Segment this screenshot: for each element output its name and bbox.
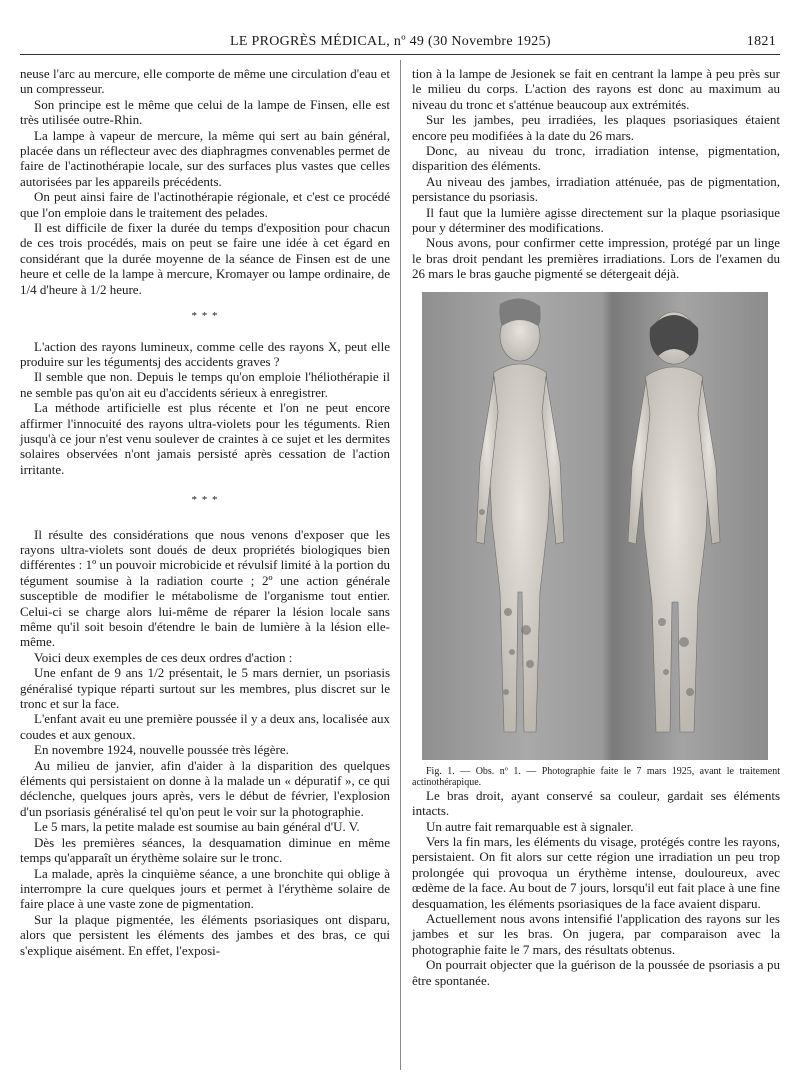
back-view-figure: [628, 312, 720, 732]
page-header: [20, 32, 780, 55]
section-separator: * * *: [191, 494, 219, 507]
paragraph: Il résulte des considérations que nous venons d'exposer que les rayons ultra-violets sont doués de deux propriétés biologiques bien différentes : 1º un pouvoir microbicide et révulsif limité à la portion du tégument soumise à la radiation courte ; 2º une action générale susceptible de modifier le métabolisme de l'organisme tout entier. Celui-ci se charge alors lui-même de réparer la lésion locale sans même qu'il soit besoin d'étendre le bain de lumière à la lésion elle-même.: [20, 526, 390, 650]
figure-caption: Fig. 1. — Obs. nº 1. — Photographie faite le 7 mars 1925, avant le traitement actinothérapique.: [412, 765, 780, 788]
paragraph: Une enfant de 9 ans 1/2 présentait, le 5 mars dernier, un psoriasis généralisé typique réparti surtout sur les membres, plus discret sur le tronc et sur la face.: [20, 665, 390, 712]
column-divider: [400, 60, 401, 1070]
paragraph: Voici deux exemples de ces deux ordres d'action :: [34, 649, 293, 665]
paragraph: On peut ainsi faire de l'actinothérapie régionale, et c'est ce procédé que l'on emploie dans le traitement des pelades.: [20, 189, 390, 220]
paragraph: Il semble que non. Depuis le temps qu'on emploie l'héliothérapie il ne semble pas qu'on ait eu d'accidents sérieux à enregistrer.: [20, 369, 390, 400]
paragraph: Il est difficile de fixer la durée du temps d'exposition pour chacun de ces trois procédés, mais on peut se faire une idée à cet égard en considérant que la durée moyenne de la séance de Finsen est de une heure et celle de la lampe à mercure, Kromayer ou lampe ordinaire, de 1/4 d'heure à 1/2 heure.: [20, 220, 390, 297]
paragraph: Un autre fait remarquable est à signaler.: [426, 818, 634, 834]
paragraph: Le 5 mars, la petite malade est soumise au bain général d'U. V.: [34, 819, 360, 835]
left-column: [20, 66, 390, 958]
right-column: [412, 66, 780, 988]
paragraph: Il faut que la lumière agisse directement sur la plaque psoriasique pour y déterminer des modifications.: [412, 204, 780, 236]
paragraph: Au niveau des jambes, irradiation atténuée, pas de pigmentation, persistance du psoriasis.: [412, 173, 780, 205]
photo-figures-illustration: [422, 292, 768, 760]
section-separator: * * *: [191, 310, 219, 323]
paragraph: Vers la fin mars, les éléments du visage, protégés contre les rayons, persistaient. On fit alors sur cette région une irradiation un peu trop prolongée qui provoqua un érythème intense, douloureux, avec œdème de la face. Au bout de 7 jours, lorsqu'il eut fait place à une fine desquamation, les éléments psoriasiques de la face avaient disparu.: [412, 833, 780, 911]
paragraph: Actuellement nous avons intensifié l'application des rayons sur les jambes et sur les bras. On jugera, par comparaison avec la photographie faite le 7 mars, des résultats obtenus.: [412, 910, 780, 957]
front-view-figure: [476, 311, 564, 732]
paragraph: neuse l'arc au mercure, elle comporte de même une circulation d'eau et un compresseur.: [20, 66, 390, 97]
paragraph: Donc, au niveau du tronc, irradiation intense, pigmentation, disparition des éléments.: [412, 143, 780, 174]
paragraph: Le bras droit, ayant conservé sa couleur, gardait ses éléments intacts.: [412, 787, 780, 819]
paragraph: La lampe à vapeur de mercure, la même qui sert au bain général, placée dans un réflecteur avec des diaphragmes convenables permet de faire de l'actinothérapie locale, sur des surfaces plus vastes que celles autorisées par les appareils précédents.: [20, 127, 390, 189]
journal-title: LE PROGRÈS MÉDICAL, nº 49 (30 Novembre 1925): [230, 34, 551, 49]
paragraph: L'enfant avait eu une première poussée il y a deux ans, localisée aux coudes et aux genoux.: [20, 711, 390, 742]
paragraph: tion à la lampe de Jesionek se fait en centrant la lampe à peu près sur le milieu du corps. L'action des rayons est donc au maximum au niveau du tronc et s'atténue beaucoup aux extrémités.: [412, 66, 780, 112]
paragraph: Son principe est le même que celui de la lampe de Finsen, elle est très utilisée outre-Rhin.: [20, 96, 390, 128]
paragraph: L'action des rayons lumineux, comme celle des rayons X, peut elle produire sur les tégumentsj des accidents graves ?: [20, 338, 390, 369]
paragraph: On pourrait objecter que la guérison de la poussée de psoriasis a pu être spontanée.: [412, 957, 780, 988]
page-number: 1821: [746, 34, 776, 49]
paragraph: Sur la plaque pigmentée, les éléments psoriasiques ont disparu, alors que persistent les éléments des jambes et des bras, ce qui s'explique aisément. En effet, l'exposi-: [20, 911, 390, 958]
paragraph: La malade, après la cinquième séance, a une bronchite qui oblige à interrompre la cure quelques jours et permet à l'érythème solaire de faire place à une vaste zone de pigmentation.: [20, 865, 390, 912]
paragraph: Sur les jambes, peu irradiées, les plaques psoriasiques étaient encore peu modifiées à la date du 26 mars.: [412, 112, 780, 143]
paragraph: Au milieu de janvier, afin d'aider à la disparition des quelques éléments qui persistaient on donne à la malade un « dépuratif », ce qui déclenche, quelques jours après, vers le début de février, l'explosion d'un psoriasis généralisé tel qu'on peut le voir sur la photographie.: [20, 757, 390, 819]
paragraph: Nous avons, pour confirmer cette impression, protégé par un linge le bras droit pendant les premières irradiations. Lors de l'examen du 26 mars le bras gauche pigmenté se détergeait déjà.: [412, 235, 780, 282]
paragraph: La méthode artificielle est plus récente et l'on ne peut encore affirmer l'innocuité des rayons ultra-violets pour les téguments. Rien jusqu'à ce jour n'est venu soulever de craintes à ce sujet et les dermites solaires observées n'ont jamais persisté après cessation de l'action irritante.: [20, 400, 390, 477]
paragraph: Dès les premières séances, la desquamation diminue en même temps qu'apparaît un érythème solaire sur le tronc.: [20, 834, 390, 866]
paragraph: En novembre 1924, nouvelle poussée très légère.: [34, 742, 289, 758]
patient-photograph: [422, 292, 768, 760]
